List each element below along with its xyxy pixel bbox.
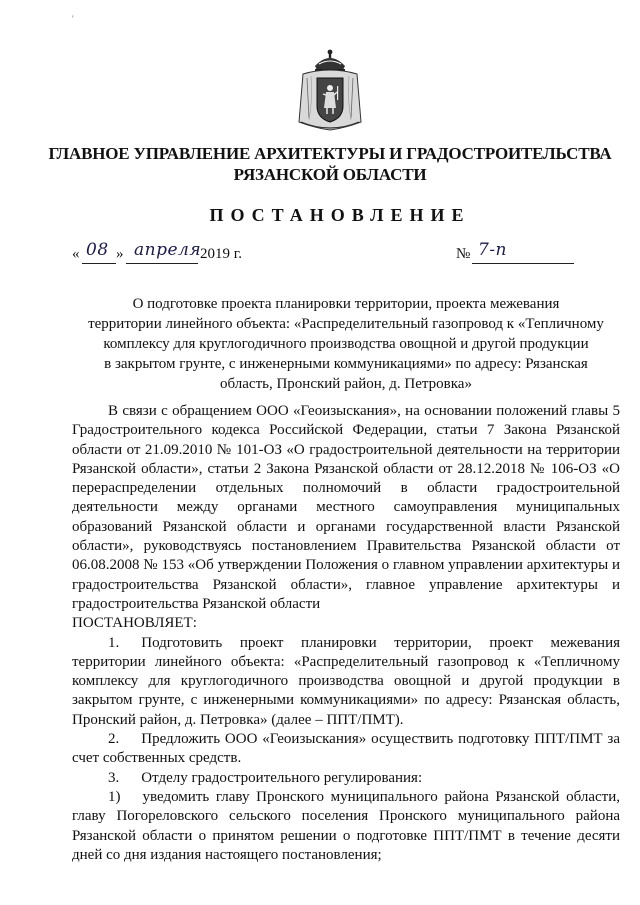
date-close-quote: » (116, 246, 124, 262)
organization-title-line-1: ГЛАВНОЕ УПРАВЛЕНИЕ АРХИТЕКТУРЫ И ГРАДОСТРОИТЕЛЬСТВА (48, 144, 612, 163)
preamble-paragraph: В связи с обращением ООО «Геоизыскания», на основании положений главы 5 Градостроительного кодекса Российской Федерации, статьи 7 Закона Рязанской области от 21.09.2010 № 101-ОЗ «О градостроительной деятельности на территории Рязанской области», статьи 2 Закона Рязанской области от 28.12.2018 № 106-ОЗ «О перераспределении отдельных полномочий в области градостроительной деятельности между органами местного самоуправления муниципальных образований Рязанской области и органами государственной власти Рязанской области», руководствуясь постановлением Правительства Рязанской области от 06.08.2008 № 153 «Об утверждении Положения о главном управлении архитектуры и градостроительства Рязанской области», главное управление архитектуры и градостроительства Рязанской области (72, 403, 620, 612)
number-underline (472, 263, 574, 264)
day-underline (82, 263, 116, 264)
item-text: Предложить ООО «Геоизыскания» осуществить подготовку ППТ/ПМТ за счет собственных средств. (72, 731, 620, 767)
document-subject (72, 294, 620, 394)
item-number: 1. (108, 634, 120, 651)
item-number: 3. (108, 769, 120, 786)
ryazan-coat-of-arms-icon (297, 48, 363, 132)
item-number: 2. (108, 731, 120, 748)
sub-item-1 (72, 788, 620, 865)
date-number-line (72, 240, 592, 270)
organization-title (40, 143, 620, 185)
numbered-item-3 (72, 769, 620, 788)
item-number: 1) (108, 788, 121, 805)
subject-line: область, Пронский район, д. Петровка» (220, 376, 472, 392)
month-underline (126, 263, 198, 264)
item-text: Отделу градостроительного регулирования: (141, 769, 423, 786)
date-month-handwritten: апреля (134, 240, 202, 260)
date-day-handwritten: 08 (86, 240, 109, 260)
subject-line: комплексу для круглогодичного производства овощной и другой продукции (103, 336, 589, 352)
number-label: № (456, 246, 471, 262)
numbered-item-1 (72, 634, 620, 730)
date-year: 2019 г. (200, 246, 242, 262)
organization-title-line-2: РЯЗАНСКОЙ ОБЛАСТИ (233, 165, 427, 184)
resolves-heading: ПОСТАНОВЛЯЕТ: (72, 615, 197, 632)
subject-line: территории линейного объекта: «Распределительный газопровод к «Тепличному (88, 316, 604, 332)
document-number-handwritten: 7-п (478, 240, 508, 260)
item-text: уведомить главу Пронского муниципального района Рязанской области, главу Погореловского сельского поселения Пронского муниципального района Рязанской области о принятом решении о подготовке ППТ/ПМТ в течение десяти дней со дня издания настоящего постановления; (72, 788, 620, 863)
date-open-quote: « (72, 246, 80, 262)
subject-line: в закрытом грунте, с инженерными коммуникациями» по адресу: Рязанская (104, 356, 588, 372)
item-text: Подготовить проект планировки территории, проект межевания территории линейного объекта: «Распределительный газопровод к «Тепличному комплексу для круглогодичного производства овощной и другой продукции в закрытом грунте, с инженерными коммуникациями» по адресу: Рязанская область, Пронский район, д. Петровка» (далее – ППТ/ПМТ). (72, 634, 620, 728)
document-type-heading: ПОСТАНОВЛЕНИЕ (209, 205, 471, 225)
subject-line: О подготовке проекта планировки территории, проекта межевания (132, 296, 560, 312)
numbered-item-2 (72, 730, 620, 769)
document-body (72, 402, 620, 865)
scan-mark: ' (72, 14, 74, 24)
